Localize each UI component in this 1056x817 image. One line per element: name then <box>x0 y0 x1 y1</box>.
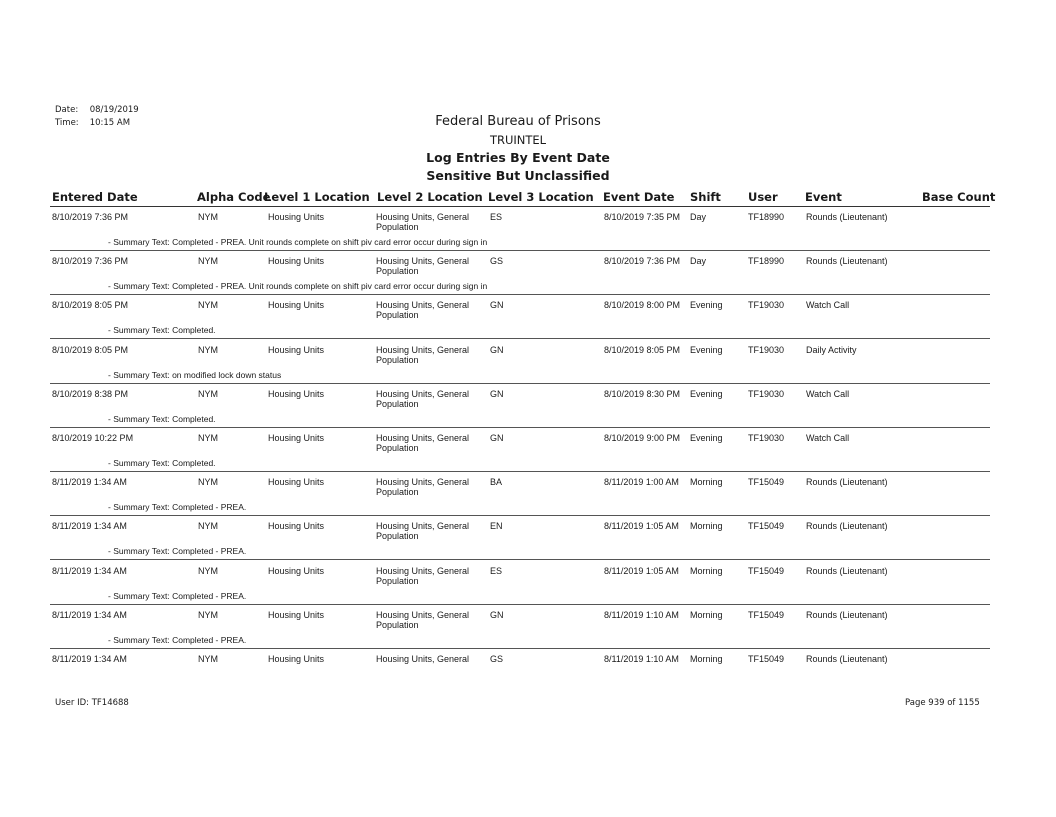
org-title: Federal Bureau of Prisons <box>435 114 601 129</box>
alpha-code-cell: NYM <box>198 477 218 488</box>
user-cell: TF15049 <box>748 609 785 620</box>
level2-cell: Housing Units, General Population <box>376 300 470 321</box>
event-cell: Watch Call <box>806 388 850 399</box>
level2-cell: Housing Units, General <box>376 654 470 664</box>
level1-cell: Housing Units <box>268 609 325 620</box>
row-divider <box>50 250 990 251</box>
event-date-cell: 8/11/2019 1:10 AM <box>604 609 679 620</box>
summary-text: - Summary Text: Completed - PREA. <box>108 502 247 513</box>
table-row <box>0 562 1056 606</box>
level3-cell: GS <box>490 256 504 267</box>
event-cell: Rounds (Lieutenant) <box>806 521 888 532</box>
report-title: Log Entries By Event Date <box>426 150 610 165</box>
entered-date-cell: 8/10/2019 7:36 PM <box>52 256 129 267</box>
date-label: Date: <box>55 105 79 115</box>
level1-cell: Housing Units <box>268 344 325 355</box>
summary-text: - Summary Text: Completed - PREA. <box>108 634 247 645</box>
event-cell: Rounds (Lieutenant) <box>806 256 888 267</box>
alpha-code-cell: NYM <box>198 433 218 443</box>
shift-cell: Evening <box>690 388 723 399</box>
event-date-cell: 8/10/2019 7:35 PM <box>604 212 681 222</box>
level1-cell: Housing Units <box>268 654 325 664</box>
event-date-cell: 8/11/2019 1:05 AM <box>604 521 679 532</box>
table-row <box>0 606 1056 650</box>
event-cell: Watch Call <box>806 433 850 443</box>
summary-text: - Summary Text: Completed. <box>108 325 216 336</box>
table-header <box>0 188 1056 206</box>
summary-text: - Summary Text: Completed - PREA. <box>108 590 247 601</box>
header-rule <box>50 206 990 207</box>
level1-cell: Housing Units <box>268 388 325 399</box>
row-divider <box>50 515 990 516</box>
alpha-code-cell: NYM <box>198 212 218 222</box>
entered-date-cell: 8/11/2019 1:34 AM <box>52 609 127 620</box>
date-line <box>55 105 139 115</box>
summary-text: - Summary Text: Completed - PREA. <box>108 546 247 557</box>
level2-cell: Housing Units, General Population <box>376 212 470 232</box>
level2-cell: Housing Units, General Population <box>376 477 470 498</box>
level2-cell: Housing Units, General Population <box>376 521 470 542</box>
entered-date-cell: 8/11/2019 1:34 AM <box>52 654 127 664</box>
row-divider <box>50 383 990 384</box>
entered-date-cell: 8/10/2019 8:38 PM <box>52 388 129 399</box>
footer-user-id <box>55 698 129 708</box>
event-cell: Rounds (Lieutenant) <box>806 654 888 664</box>
table-row <box>0 341 1056 385</box>
row-divider <box>50 559 990 560</box>
entered-date-cell: 8/10/2019 7:36 PM <box>52 212 129 222</box>
level1-cell: Housing Units <box>268 256 325 267</box>
event-date-cell: 8/10/2019 8:30 PM <box>604 388 681 399</box>
user-cell: TF19030 <box>748 300 785 311</box>
level1-cell: Housing Units <box>268 477 325 488</box>
shift-cell: Evening <box>690 433 723 443</box>
col-base-count: Base Count <box>922 190 996 204</box>
shift-cell: Morning <box>690 521 723 532</box>
alpha-code-cell: NYM <box>198 565 218 576</box>
system-title: TRUINTEL <box>489 133 547 147</box>
col-level1: Level 1 Location <box>264 190 370 204</box>
level2-cell: Housing Units, General Population <box>376 344 470 365</box>
level3-cell: BA <box>490 477 503 488</box>
report-title-block <box>390 113 646 185</box>
time-line <box>55 118 130 128</box>
event-cell: Rounds (Lieutenant) <box>806 477 888 488</box>
time-label: Time: <box>55 118 79 128</box>
shift-cell: Morning <box>690 565 723 576</box>
footer-user-value: TF14688 <box>91 698 129 708</box>
level3-cell: EN <box>490 521 503 532</box>
level3-cell: GN <box>490 433 504 443</box>
row-divider <box>50 294 990 295</box>
entered-date-cell: 8/10/2019 8:05 PM <box>52 344 129 355</box>
user-cell: TF19030 <box>748 433 785 443</box>
table-row <box>0 429 1056 473</box>
alpha-code-cell: NYM <box>198 256 218 267</box>
event-cell: Daily Activity <box>806 344 857 355</box>
row-divider <box>50 338 990 339</box>
shift-cell: Evening <box>690 300 723 311</box>
table-row <box>0 385 1056 429</box>
entered-date-cell: 8/10/2019 8:05 PM <box>52 300 129 311</box>
table-row <box>0 208 1056 252</box>
user-cell: TF19030 <box>748 388 785 399</box>
shift-cell: Morning <box>690 477 723 488</box>
event-date-cell: 8/10/2019 7:36 PM <box>604 256 681 267</box>
alpha-code-cell: NYM <box>198 521 218 532</box>
page-number: Page 939 of 1155 <box>905 698 980 708</box>
summary-text: - Summary Text: Completed - PREA. Unit rounds complete on shift piv card error occur during sign in <box>108 281 488 292</box>
event-date-cell: 8/11/2019 1:10 AM <box>604 654 679 664</box>
summary-text: - Summary Text: Completed. <box>108 458 216 468</box>
event-date-cell: 8/11/2019 1:00 AM <box>604 477 679 488</box>
classification-title: Sensitive But Unclassified <box>426 168 610 183</box>
col-level3: Level 3 Location <box>488 190 594 204</box>
alpha-code-cell: NYM <box>198 609 218 620</box>
shift-cell: Day <box>690 212 707 222</box>
summary-text: - Summary Text: on modified lock down status <box>108 369 282 380</box>
entered-date-cell: 8/11/2019 1:34 AM <box>52 565 127 576</box>
user-cell: TF18990 <box>748 212 785 222</box>
shift-cell: Morning <box>690 609 723 620</box>
level2-cell: Housing Units, General Population <box>376 256 470 277</box>
event-date-cell: 8/10/2019 9:00 PM <box>604 433 681 443</box>
level3-cell: GN <box>490 388 504 399</box>
alpha-code-cell: NYM <box>198 654 218 664</box>
col-alpha-code: Alpha Code <box>197 190 271 204</box>
event-cell: Rounds (Lieutenant) <box>806 565 888 576</box>
level2-cell: Housing Units, General Population <box>376 565 470 586</box>
entered-date-cell: 8/11/2019 1:34 AM <box>52 477 127 488</box>
row-divider <box>50 471 990 472</box>
level1-cell: Housing Units <box>268 212 325 222</box>
level3-cell: GS <box>490 654 504 664</box>
entered-date-cell: 8/11/2019 1:34 AM <box>52 521 127 532</box>
footer-user-label: User ID: <box>55 698 89 708</box>
level1-cell: Housing Units <box>268 521 325 532</box>
alpha-code-cell: NYM <box>198 300 218 311</box>
table-row <box>0 517 1056 561</box>
event-cell: Rounds (Lieutenant) <box>806 212 888 222</box>
col-level2: Level 2 Location <box>377 190 483 204</box>
level2-cell: Housing Units, General Population <box>376 388 470 409</box>
table-row <box>0 650 1056 694</box>
col-event-date: Event Date <box>603 190 675 204</box>
event-cell: Watch Call <box>806 300 850 311</box>
shift-cell: Day <box>690 256 707 267</box>
row-divider <box>50 427 990 428</box>
table-row <box>0 473 1056 517</box>
row-divider <box>50 604 990 605</box>
summary-text: - Summary Text: Completed - PREA. Unit rounds complete on shift piv card error occur during sign in <box>108 237 488 247</box>
shift-cell: Morning <box>690 654 723 664</box>
event-date-cell: 8/11/2019 1:05 AM <box>604 565 679 576</box>
event-date-cell: 8/10/2019 8:00 PM <box>604 300 681 311</box>
level3-cell: GN <box>490 300 504 311</box>
user-cell: TF15049 <box>748 477 785 488</box>
col-event: Event <box>805 190 842 204</box>
level3-cell: ES <box>490 565 503 576</box>
shift-cell: Evening <box>690 344 723 355</box>
user-cell: TF18990 <box>748 256 785 267</box>
table-row <box>0 296 1056 340</box>
col-user: User <box>748 190 778 204</box>
time-value: 10:15 AM <box>89 118 131 128</box>
table-row <box>0 252 1056 296</box>
entered-date-cell: 8/10/2019 10:22 PM <box>52 433 134 443</box>
user-cell: TF15049 <box>748 654 785 664</box>
level3-cell: ES <box>490 212 503 222</box>
level1-cell: Housing Units <box>268 433 325 443</box>
event-cell: Rounds (Lieutenant) <box>806 609 888 620</box>
user-cell: TF15049 <box>748 521 785 532</box>
summary-text: - Summary Text: Completed. <box>108 413 216 424</box>
alpha-code-cell: NYM <box>198 388 218 399</box>
level3-cell: GN <box>490 609 504 620</box>
level1-cell: Housing Units <box>268 300 325 311</box>
level3-cell: GN <box>490 344 504 355</box>
date-value: 08/19/2019 <box>89 105 139 115</box>
user-cell: TF19030 <box>748 344 785 355</box>
alpha-code-cell: NYM <box>198 344 218 355</box>
col-shift: Shift <box>690 190 721 204</box>
user-cell: TF15049 <box>748 565 785 576</box>
level1-cell: Housing Units <box>268 565 325 576</box>
event-date-cell: 8/10/2019 8:05 PM <box>604 344 681 355</box>
col-entered-date: Entered Date <box>52 190 138 204</box>
row-divider <box>50 648 990 649</box>
level2-cell: Housing Units, General Population <box>376 609 470 630</box>
level2-cell: Housing Units, General Population <box>376 433 470 453</box>
